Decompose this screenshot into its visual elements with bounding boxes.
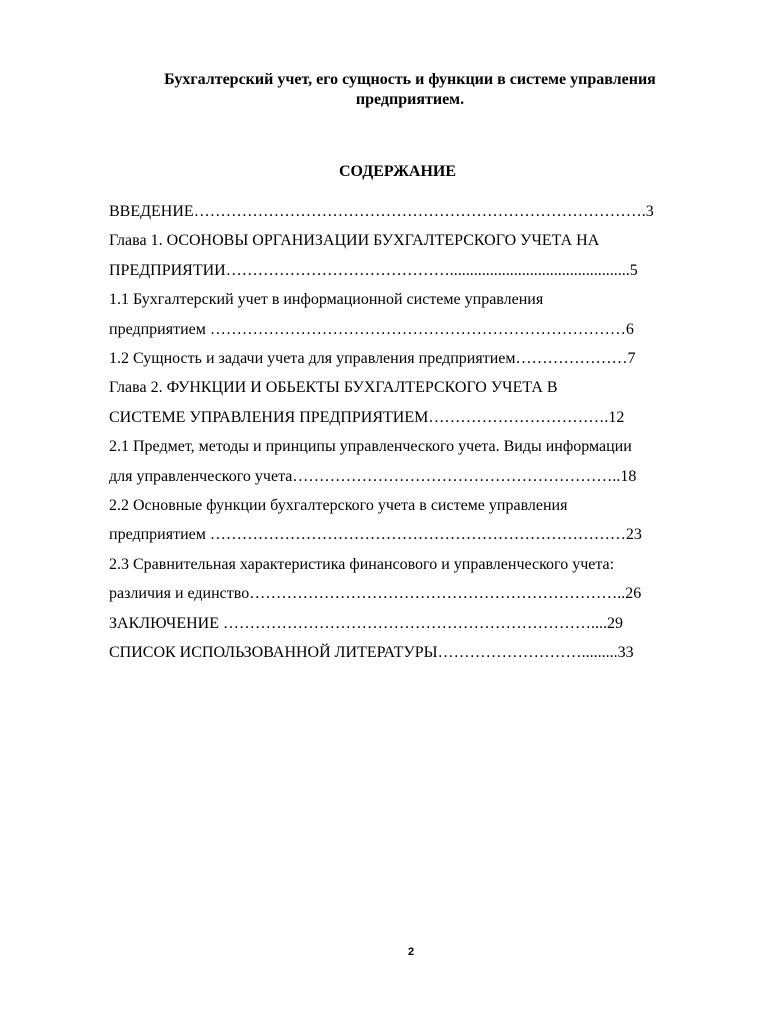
toc-entry-line: СИСТЕМЕ УПРАВЛЕНИЯ ПРЕДПРИЯТИЕМ…………………………….12 bbox=[109, 408, 625, 426]
toc-entry-line: 1.2 Сущность и задачи учета для управления предприятием…………………7 bbox=[109, 350, 636, 368]
toc-entry bbox=[109, 373, 721, 432]
document-title-line-2: предприятием. bbox=[355, 91, 465, 108]
toc-entry-line: ПРЕДПРИЯТИИ…………………………………….............................................5 bbox=[109, 261, 638, 279]
toc-entry bbox=[109, 432, 721, 491]
toc-entry bbox=[109, 226, 721, 285]
toc-entry bbox=[109, 285, 721, 344]
toc-entry-line: ЗАКЛЮЧЕНИЕ ……………………………………………………………....29 bbox=[109, 614, 623, 632]
toc-heading: СОДЕРЖАНИЕ bbox=[338, 163, 457, 180]
page-number: 2 bbox=[407, 946, 415, 958]
document-title-line-1: Бухгалтерский учет, его сущность и функции в системе управления bbox=[164, 71, 656, 88]
toc-entry-line: 1.1 Бухгалтерский учет в информационной системе управления bbox=[109, 291, 544, 309]
toc-entry bbox=[109, 638, 721, 667]
toc-entry-line: 2.2 Основные функции бухгалтерского учета в системе управления bbox=[109, 497, 568, 515]
toc-entry bbox=[109, 550, 721, 609]
toc-entry-line: различия и единство……………………………………………………………..26 bbox=[109, 585, 642, 603]
toc-entry-line: для управленческого учета……………………………………………………..18 bbox=[109, 467, 637, 485]
toc-entry-line: ВВЕДЕНИЕ………………………………………………………………………….3 bbox=[109, 203, 654, 220]
toc-entry-line: 2.1 Предмет, методы и принципы управленческого учета. Виды информации bbox=[109, 438, 632, 456]
toc-entry bbox=[109, 197, 721, 226]
toc-entry-line: предприятием ……………………………………………………………………23 bbox=[109, 526, 642, 544]
toc-entry-line: СПИСОК ИСПОЛЬЗОВАННОЙ ЛИТЕРАТУРЫ……………………….........33 bbox=[109, 644, 634, 662]
toc-entry bbox=[109, 491, 721, 550]
document-title bbox=[110, 70, 710, 110]
toc-entry-line: 2.3 Сравнительная характеристика финансового и управленческого учета: bbox=[109, 555, 615, 573]
toc-entry bbox=[109, 609, 721, 638]
table-of-contents bbox=[109, 197, 721, 668]
toc-entry-line: Глава 2. ФУНКЦИИ И ОБЬЕКТЫ БУХГАЛТЕРСКОГО УЧЕТА В bbox=[109, 379, 558, 397]
toc-entry-line: Глава 1. ОСОНОВЫ ОРГАНИЗАЦИИ БУХГАЛТЕРСКОГО УЧЕТА НА bbox=[109, 232, 600, 250]
toc-entry-line: предприятием ……………………………………………………………………6 bbox=[109, 320, 634, 338]
toc-entry bbox=[109, 344, 721, 373]
